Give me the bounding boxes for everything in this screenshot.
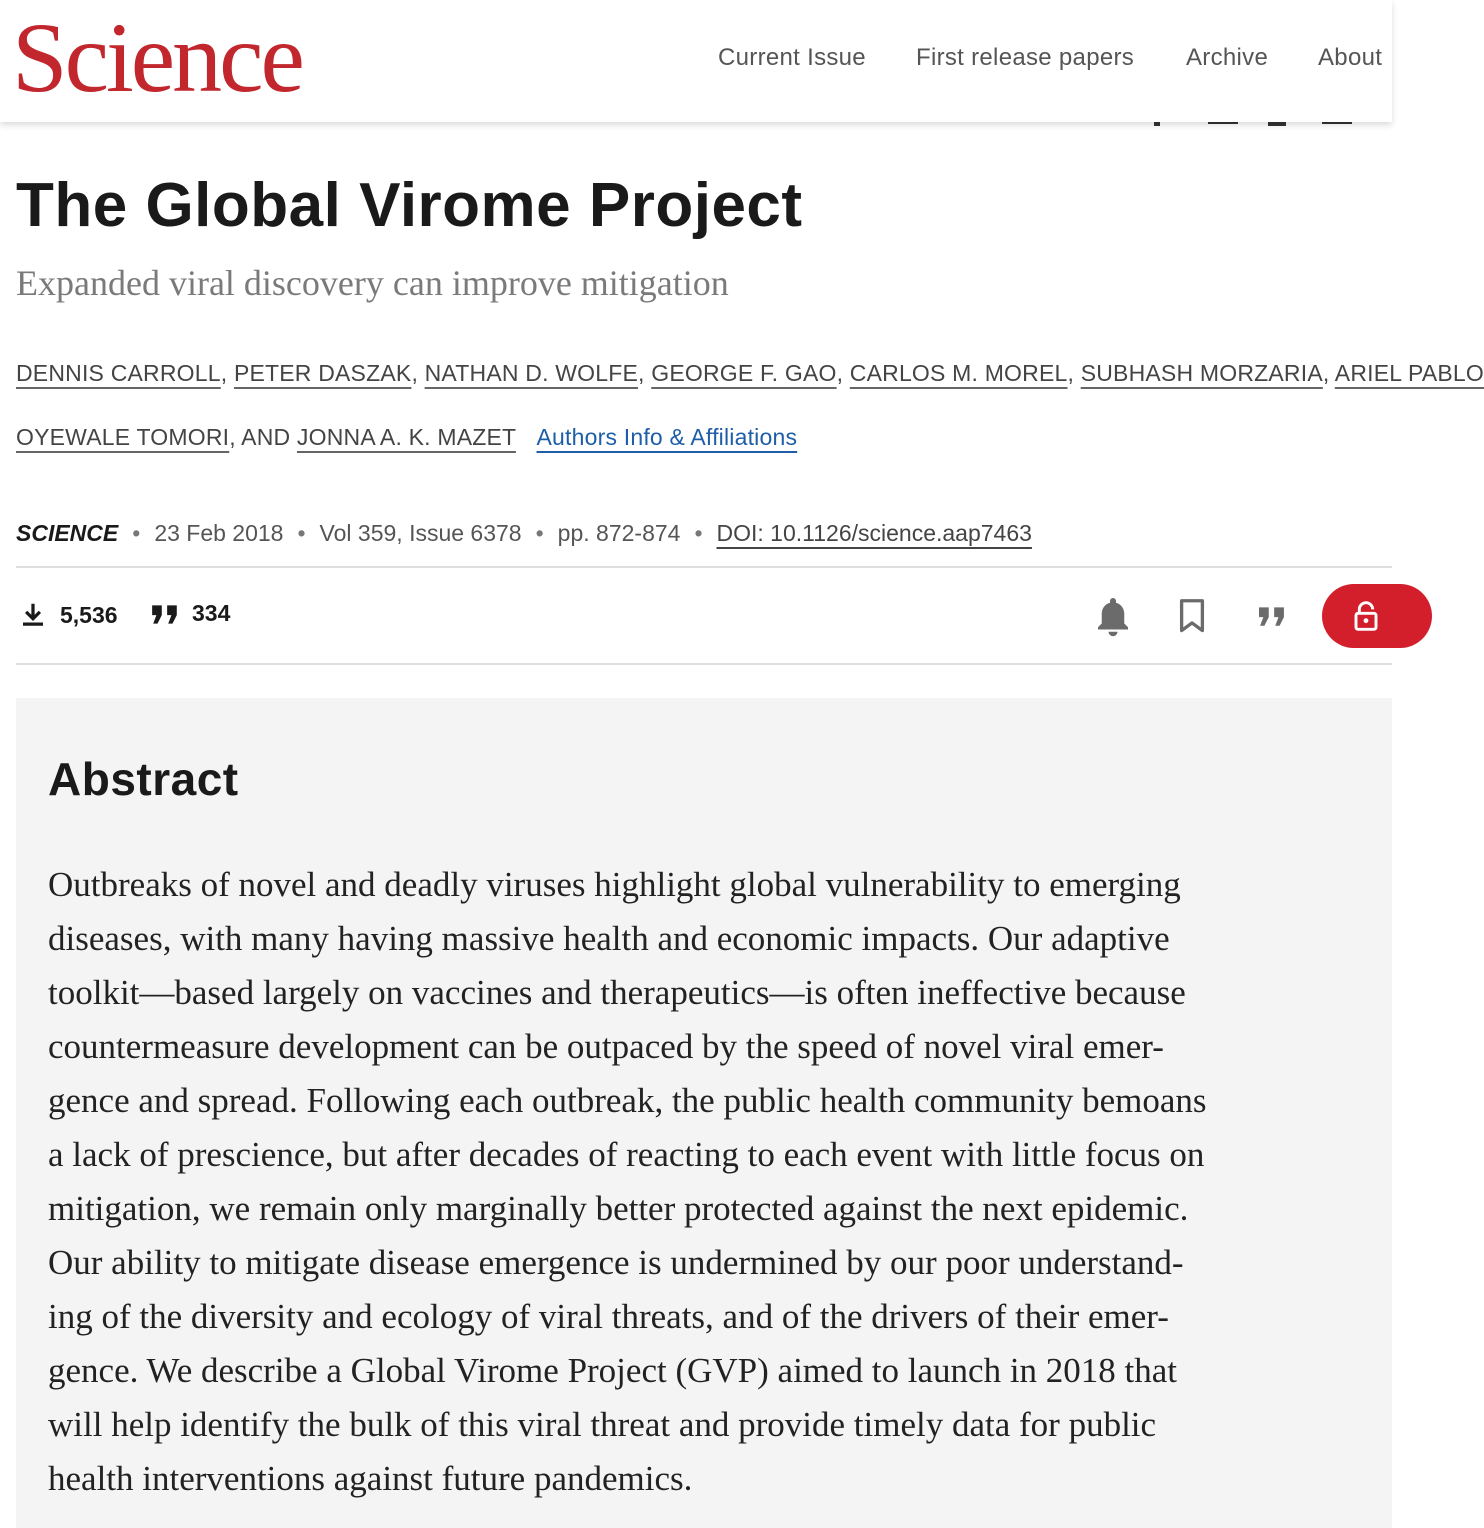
download-count-value: 5,536	[60, 601, 118, 628]
abstract-line: toolkit—based largely on vaccines and therapeutics—is often ineffective because	[48, 973, 1186, 1012]
abstract-line: health interventions against future pandemics.	[48, 1459, 693, 1498]
author-separator: ,	[220, 360, 228, 386]
author-list-continued	[16, 424, 797, 451]
author-separator: ,	[411, 360, 419, 386]
bell-icon	[1095, 595, 1131, 637]
article-title: The Global Virome Project	[16, 171, 803, 240]
author-link[interactable]: PETER DASZAK	[233, 360, 412, 386]
author-list	[16, 360, 1484, 387]
site-header	[0, 0, 1392, 122]
author-link[interactable]: DENNIS CARROLL	[16, 360, 221, 386]
access-button[interactable]	[1322, 584, 1432, 648]
meta-separator: •	[297, 520, 306, 546]
author-separator: ,	[1067, 360, 1075, 386]
quote-icon	[1256, 603, 1288, 629]
authors-info-affiliations-link[interactable]: Authors Info & Affiliations	[536, 424, 798, 450]
author-link[interactable]: SUBHASH MORZARIA	[1080, 360, 1323, 386]
author-conjunction: , AND	[229, 424, 291, 450]
nav-current-issue[interactable]: Current Issue	[718, 44, 866, 71]
abstract-line: ing of the diversity and ecology of viral threats, and of the drivers of their emer-	[48, 1297, 1169, 1336]
doi-link[interactable]: DOI: 10.1126/science.aap7463	[716, 520, 1032, 546]
download-count	[18, 600, 118, 630]
abstract-line: countermeasure development can be outpaced by the speed of novel viral emer-	[48, 1027, 1164, 1066]
meta-separator: •	[535, 520, 544, 546]
quote-icon	[150, 601, 180, 627]
abstract-line: gence. We describe a Global Virome Project (GVP) aimed to launch in 2018 that	[48, 1351, 1178, 1390]
nav-first-release-papers[interactable]: First release papers	[916, 44, 1135, 71]
author-link[interactable]: OYEWALE TOMORI	[16, 424, 230, 450]
citation-count-value: 334	[192, 600, 231, 626]
meta-separator: •	[694, 520, 703, 546]
nav-archive[interactable]: Archive	[1186, 44, 1269, 71]
abstract-line: Our ability to mitigate disease emergence is undermined by our poor understand-	[48, 1243, 1184, 1282]
publication-date: 23 Feb 2018	[154, 520, 284, 546]
alert-button[interactable]	[1091, 592, 1135, 640]
citation-count	[150, 600, 230, 627]
nav-about[interactable]: About	[1318, 44, 1383, 71]
author-separator: ,	[1322, 360, 1330, 386]
abstract-line: Outbreaks of novel and deadly viruses highlight global vulnerability to emerging	[48, 865, 1181, 904]
download-icon	[18, 600, 48, 630]
abstract-line: gence and spread. Following each outbreak, the public health community bemoans	[48, 1081, 1207, 1120]
abstract-section	[16, 698, 1392, 1528]
author-separator: ,	[836, 360, 844, 386]
bookmark-button[interactable]	[1170, 592, 1214, 640]
page-range: pp. 872-874	[557, 520, 681, 546]
abstract-line: a lack of prescience, but after decades of reacting to each event with little focus on	[48, 1135, 1205, 1174]
abstract-body	[48, 858, 1378, 1506]
journal-name: SCIENCE	[16, 520, 119, 546]
volume-issue: Vol 359, Issue 6378	[319, 520, 522, 546]
author-link[interactable]: ARIEL PABLO	[1334, 360, 1484, 386]
cite-button[interactable]	[1250, 592, 1294, 640]
author-link[interactable]: JONNA A. K. MAZET	[296, 424, 516, 450]
meta-separator: •	[132, 520, 141, 546]
abstract-heading: Abstract	[48, 753, 239, 805]
author-separator: ,	[638, 360, 645, 386]
article-subtitle: Expanded viral discovery can improve mitigation	[16, 263, 729, 303]
publication-meta	[16, 520, 1032, 547]
author-link[interactable]: CARLOS M. MOREL	[849, 360, 1068, 386]
author-link[interactable]: GEORGE F. GAO	[651, 360, 837, 386]
abstract-line: diseases, with many having massive health and economic impacts. Our adaptive	[48, 919, 1170, 958]
science-logo[interactable]: Science	[12, 2, 302, 113]
divider	[16, 663, 1392, 665]
abstract-line: mitigation, we remain only marginally better protected against the next epidemic.	[48, 1189, 1189, 1228]
bookmark-icon	[1178, 598, 1206, 634]
author-link[interactable]: NATHAN D. WOLFE	[424, 360, 639, 386]
lock-icon	[1352, 600, 1380, 632]
divider	[16, 566, 1392, 568]
abstract-line: will help identify the bulk of this viral threat and provide timely data for public	[48, 1405, 1157, 1444]
